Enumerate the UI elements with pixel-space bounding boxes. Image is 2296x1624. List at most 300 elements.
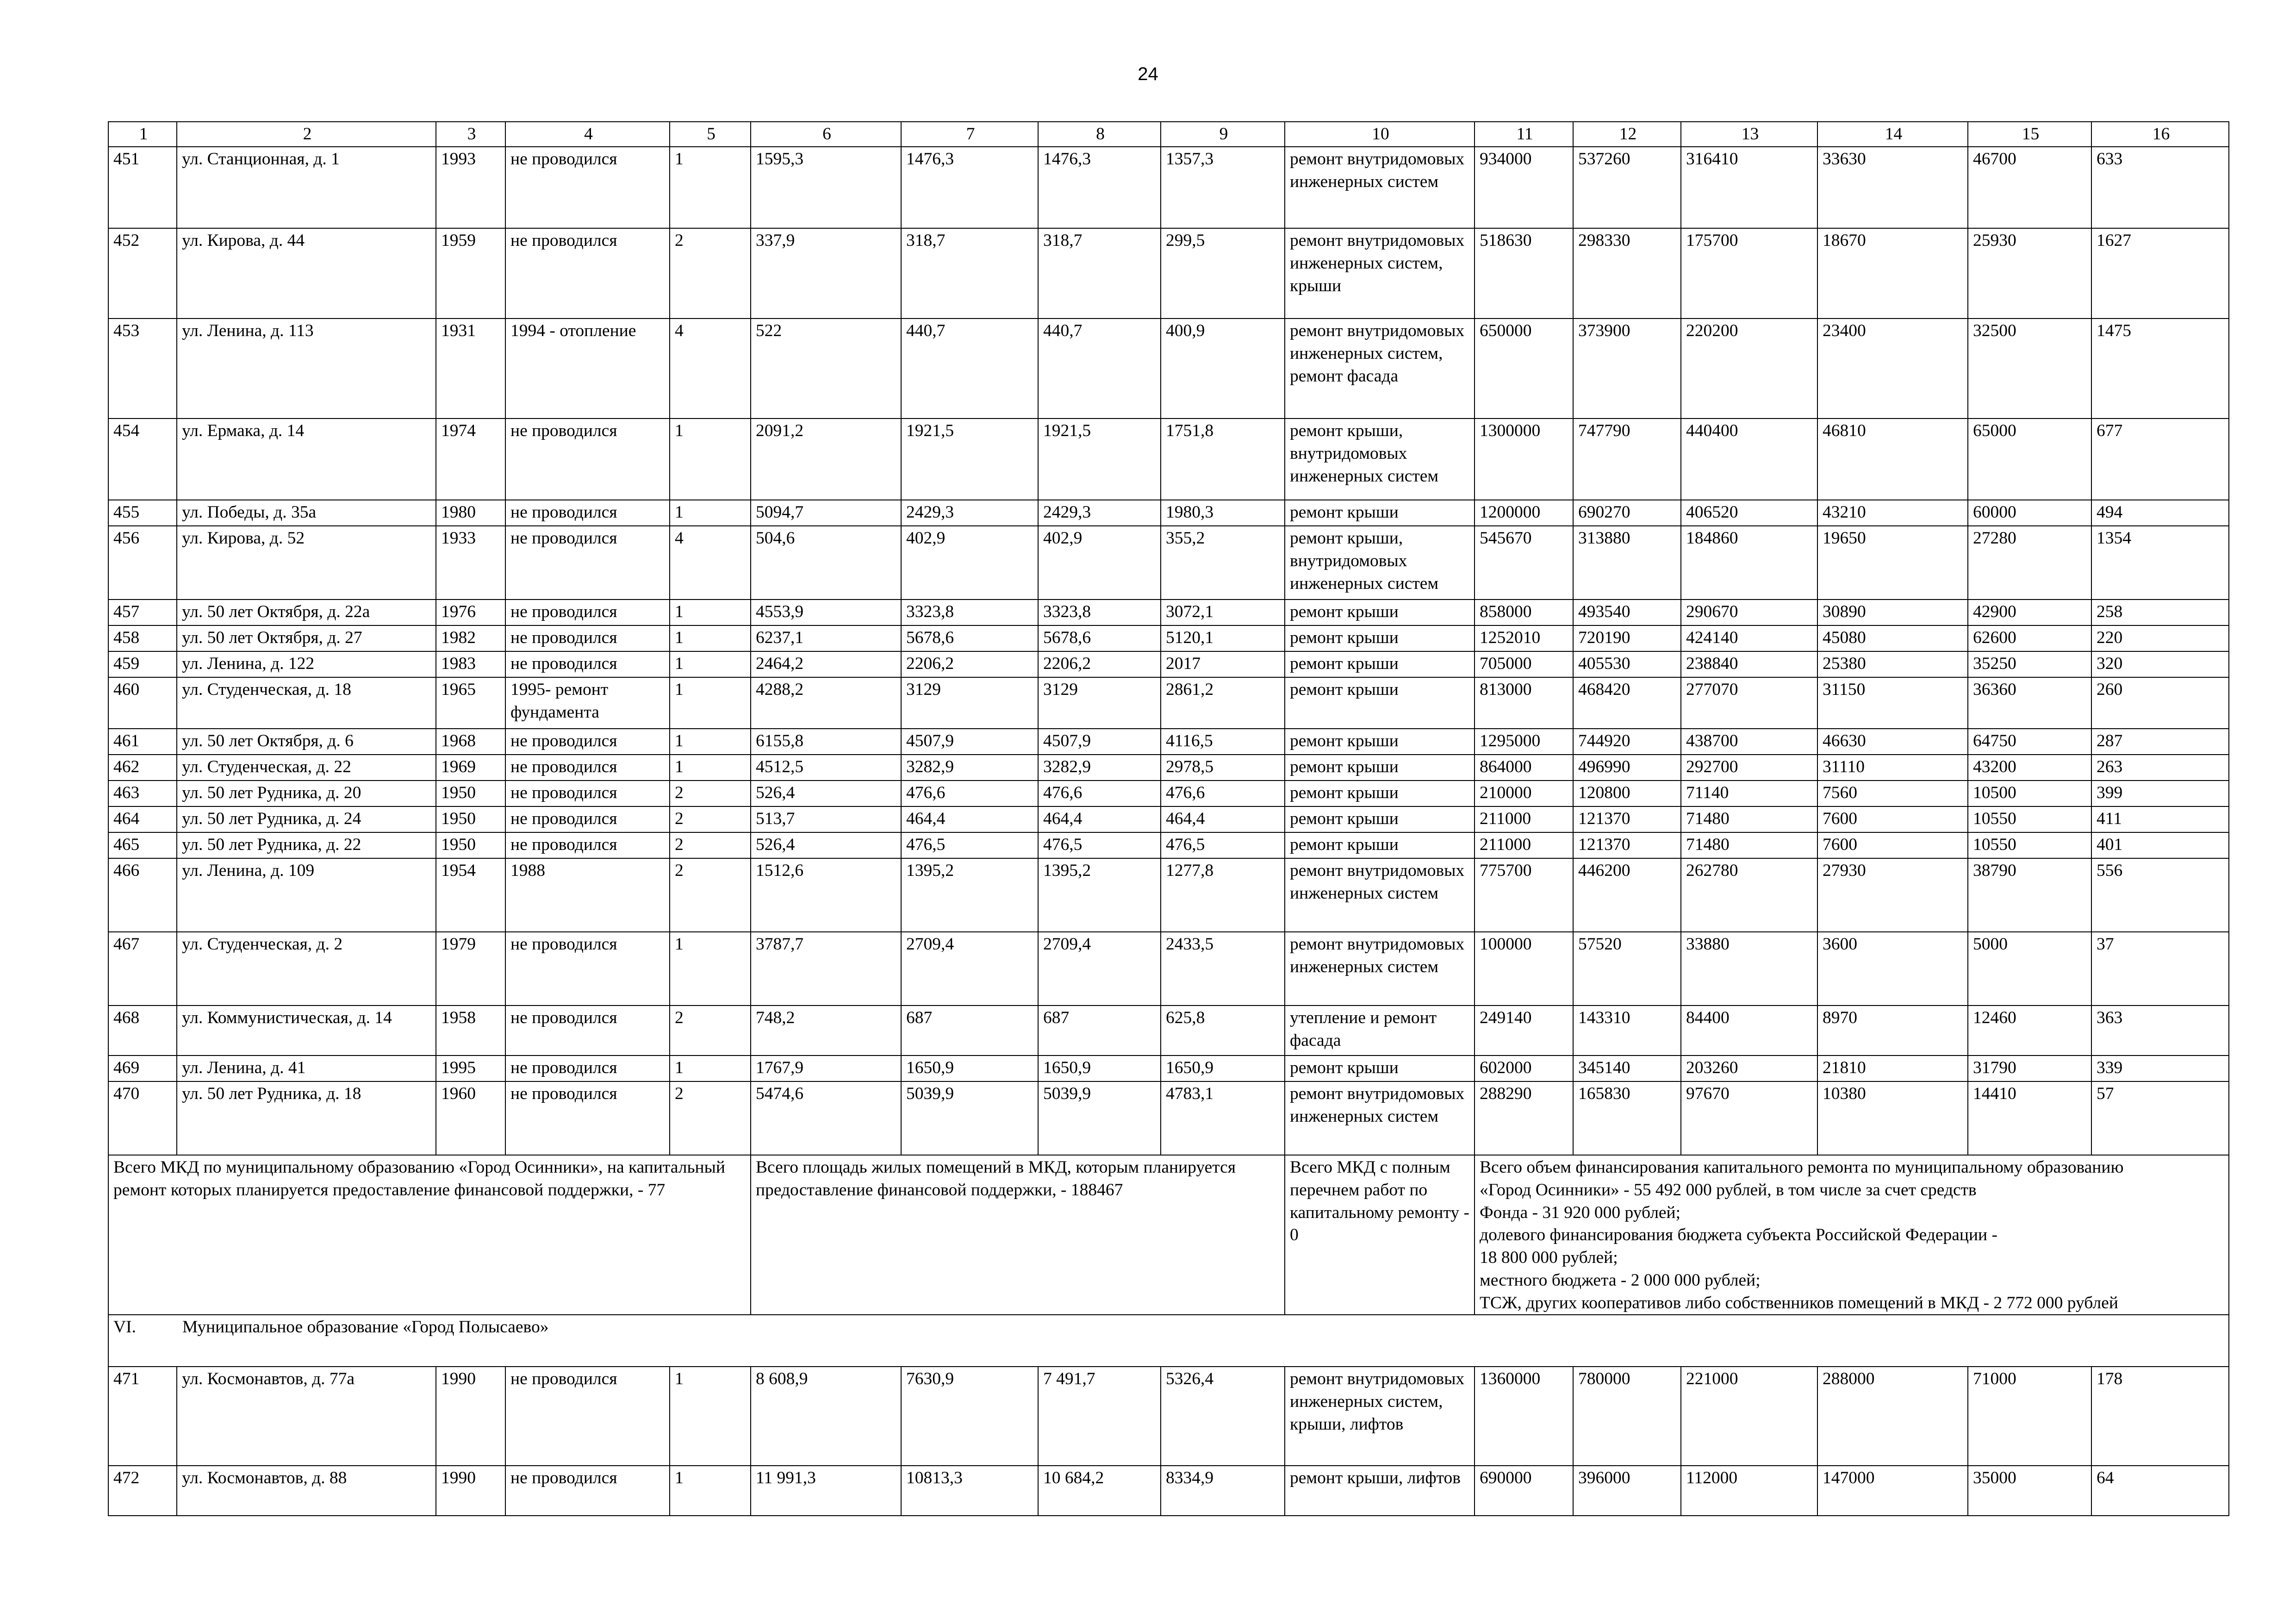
cell-col-14: 43210 (1817, 500, 1968, 526)
cell-address: ул. 50 лет Рудника, д. 18 (177, 1081, 436, 1155)
section-heading (108, 1315, 2229, 1367)
cell-address: ул. Студенческая, д. 22 (177, 755, 436, 781)
cell-col-8: 1476,3 (1038, 147, 1161, 228)
cell-col-14: 3600 (1817, 932, 1968, 1006)
cell-build-year: 1960 (436, 1081, 505, 1155)
cell-col-7: 476,5 (901, 832, 1038, 858)
cell-col-6: 3787,7 (751, 932, 901, 1006)
table-row (108, 147, 2229, 228)
cell-col-15: 65000 (1968, 418, 2091, 500)
cell-col-14: 46630 (1817, 729, 1968, 755)
cell-col-14: 18670 (1817, 228, 1968, 319)
table-row (108, 932, 2229, 1006)
cell-col-6: 1767,9 (751, 1056, 901, 1081)
cell-col-11: 100000 (1475, 932, 1573, 1006)
cell-planned-works: ремонт внутридомовых инженерных систем (1285, 932, 1475, 1006)
cell-col-12: 57520 (1573, 932, 1681, 1006)
cell-col-7: 2206,2 (901, 651, 1038, 677)
cell-col-7: 1395,2 (901, 858, 1038, 932)
cell-address: ул. Ленина, д. 122 (177, 651, 436, 677)
cell-build-year: 1976 (436, 600, 505, 625)
cell-col-9: 464,4 (1161, 806, 1285, 832)
cell-last-repair: не проводился (505, 781, 670, 806)
cell-col-9: 2861,2 (1161, 677, 1285, 729)
financing-line: долевого финансирования бюджета субъекта Российской Федерации - (1480, 1225, 1997, 1245)
cell-col-5: 1 (670, 729, 751, 755)
cell-col-6: 6237,1 (751, 625, 901, 651)
cell-col-8: 1395,2 (1038, 858, 1161, 932)
cell-col-11: 1300000 (1475, 418, 1573, 500)
cell-col-14: 45080 (1817, 625, 1968, 651)
cell-col-9: 400,9 (1161, 319, 1285, 418)
cell-col-13: 71480 (1681, 832, 1817, 858)
cell-col-7: 464,4 (901, 806, 1038, 832)
cell-planned-works: ремонт крыши (1285, 651, 1475, 677)
cell-col-8: 1921,5 (1038, 418, 1161, 500)
cell-col-5: 2 (670, 228, 751, 319)
cell-col-9: 8334,9 (1161, 1466, 1285, 1516)
cell-col-12: 313880 (1573, 526, 1681, 600)
cell-col-13: 316410 (1681, 147, 1817, 228)
cell-col-11: 705000 (1475, 651, 1573, 677)
cell-build-year: 1931 (436, 319, 505, 418)
cell-col-5: 4 (670, 526, 751, 600)
cell-col-14: 33630 (1817, 147, 1968, 228)
cell-col-16: 494 (2091, 500, 2229, 526)
cell-col-16: 401 (2091, 832, 2229, 858)
cell-col-8: 687 (1038, 1006, 1161, 1056)
cell-col-6: 4288,2 (751, 677, 901, 729)
cell-col-12: 165830 (1573, 1081, 1681, 1155)
cell-col-9: 2433,5 (1161, 932, 1285, 1006)
cell-col-8: 10 684,2 (1038, 1466, 1161, 1516)
cell-col-16: 64 (2091, 1466, 2229, 1516)
cell-build-year: 1982 (436, 625, 505, 651)
cell-col-6: 8 608,9 (751, 1367, 901, 1466)
table-row (108, 729, 2229, 755)
cell-col-15: 60000 (1968, 500, 2091, 526)
cell-col-16: 633 (2091, 147, 2229, 228)
cell-col-6: 11 991,3 (751, 1466, 901, 1516)
cell-col-11: 211000 (1475, 806, 1573, 832)
cell-col-15: 62600 (1968, 625, 2091, 651)
cell-col-12: 396000 (1573, 1466, 1681, 1516)
cell-build-year: 1990 (436, 1466, 505, 1516)
cell-address: ул. 50 лет Октября, д. 27 (177, 625, 436, 651)
cell-col-13: 221000 (1681, 1367, 1817, 1466)
cell-row-number: 451 (108, 147, 177, 228)
cell-row-number: 463 (108, 781, 177, 806)
cell-col-16: 1354 (2091, 526, 2229, 600)
cell-col-11: 249140 (1475, 1006, 1573, 1056)
cell-col-9: 1751,8 (1161, 418, 1285, 500)
cell-col-16: 339 (2091, 1056, 2229, 1081)
cell-col-7: 3323,8 (901, 600, 1038, 625)
cell-col-6: 526,4 (751, 781, 901, 806)
cell-col-5: 1 (670, 147, 751, 228)
cell-row-number: 464 (108, 806, 177, 832)
cell-col-6: 504,6 (751, 526, 901, 600)
cell-col-7: 3282,9 (901, 755, 1038, 781)
cell-col-13: 220200 (1681, 319, 1817, 418)
cell-col-15: 42900 (1968, 600, 2091, 625)
cell-col-12: 446200 (1573, 858, 1681, 932)
cell-row-number: 460 (108, 677, 177, 729)
housing-repair-table (108, 121, 2229, 1516)
cell-col-16: 320 (2091, 651, 2229, 677)
cell-last-repair: не проводился (505, 600, 670, 625)
cell-col-6: 1595,3 (751, 147, 901, 228)
cell-row-number: 457 (108, 600, 177, 625)
cell-last-repair: не проводился (505, 729, 670, 755)
cell-col-6: 522 (751, 319, 901, 418)
cell-col-15: 5000 (1968, 932, 2091, 1006)
cell-build-year: 1968 (436, 729, 505, 755)
cell-col-8: 2206,2 (1038, 651, 1161, 677)
cell-row-number: 454 (108, 418, 177, 500)
section-title: Муниципальное образование «Город Полысаево» (182, 1318, 549, 1337)
cell-last-repair: 1995- ремонт фундамента (505, 677, 670, 729)
cell-col-12: 121370 (1573, 832, 1681, 858)
cell-col-12: 298330 (1573, 228, 1681, 319)
table-row (108, 1056, 2229, 1081)
cell-planned-works: утепление и ремонт фасада (1285, 1006, 1475, 1056)
table-row (108, 781, 2229, 806)
cell-col-14: 25380 (1817, 651, 1968, 677)
cell-col-16: 1627 (2091, 228, 2229, 319)
cell-build-year: 1933 (436, 526, 505, 600)
cell-build-year: 1950 (436, 806, 505, 832)
cell-col-9: 5120,1 (1161, 625, 1285, 651)
cell-col-9: 4783,1 (1161, 1081, 1285, 1155)
cell-col-14: 8970 (1817, 1006, 1968, 1056)
cell-planned-works: ремонт внутридомовых инженерных систем (1285, 147, 1475, 228)
cell-col-14: 288000 (1817, 1367, 1968, 1466)
cell-col-12: 747790 (1573, 418, 1681, 500)
cell-col-5: 2 (670, 1006, 751, 1056)
cell-col-7: 318,7 (901, 228, 1038, 319)
cell-col-5: 1 (670, 1056, 751, 1081)
cell-last-repair: не проводился (505, 147, 670, 228)
cell-col-8: 464,4 (1038, 806, 1161, 832)
cell-row-number: 456 (108, 526, 177, 600)
cell-col-13: 112000 (1681, 1466, 1817, 1516)
table-row (108, 526, 2229, 600)
cell-last-repair: не проводился (505, 932, 670, 1006)
cell-col-7: 476,6 (901, 781, 1038, 806)
cell-row-number: 466 (108, 858, 177, 932)
column-number-6: 6 (751, 122, 901, 147)
cell-col-9: 2978,5 (1161, 755, 1285, 781)
cell-last-repair: 1994 - отопление (505, 319, 670, 418)
cell-col-5: 1 (670, 625, 751, 651)
cell-col-6: 5474,6 (751, 1081, 901, 1155)
cell-col-9: 299,5 (1161, 228, 1285, 319)
cell-col-16: 220 (2091, 625, 2229, 651)
cell-col-9: 476,5 (1161, 832, 1285, 858)
table-row (108, 418, 2229, 500)
cell-col-11: 775700 (1475, 858, 1573, 932)
cell-col-9: 355,2 (1161, 526, 1285, 600)
cell-col-7: 440,7 (901, 319, 1038, 418)
cell-col-12: 537260 (1573, 147, 1681, 228)
cell-col-15: 35250 (1968, 651, 2091, 677)
cell-col-13: 84400 (1681, 1006, 1817, 1056)
cell-col-16: 556 (2091, 858, 2229, 932)
cell-col-7: 4507,9 (901, 729, 1038, 755)
cell-col-8: 402,9 (1038, 526, 1161, 600)
cell-col-11: 934000 (1475, 147, 1573, 228)
polysaevo-rows (108, 1367, 2229, 1516)
cell-col-7: 5678,6 (901, 625, 1038, 651)
cell-address: ул. 50 лет Рудника, д. 24 (177, 806, 436, 832)
cell-last-repair: не проводился (505, 1367, 670, 1466)
cell-col-5: 1 (670, 755, 751, 781)
cell-col-16: 178 (2091, 1367, 2229, 1466)
cell-address: ул. Студенческая, д. 18 (177, 677, 436, 729)
cell-col-8: 3129 (1038, 677, 1161, 729)
table-row (108, 858, 2229, 932)
table-row (108, 500, 2229, 526)
cell-planned-works: ремонт крыши (1285, 781, 1475, 806)
page-number: 24 (1138, 64, 1158, 84)
cell-col-5: 1 (670, 932, 751, 1006)
cell-col-6: 513,7 (751, 806, 901, 832)
cell-col-7: 2709,4 (901, 932, 1038, 1006)
cell-build-year: 1980 (436, 500, 505, 526)
cell-row-number: 461 (108, 729, 177, 755)
cell-col-13: 175700 (1681, 228, 1817, 319)
section-heading-row (108, 1315, 2229, 1367)
cell-col-12: 493540 (1573, 600, 1681, 625)
column-number-8: 8 (1038, 122, 1161, 147)
financing-line: Фонда - 31 920 000 рублей; (1480, 1203, 1681, 1222)
cell-row-number: 469 (108, 1056, 177, 1081)
cell-last-repair: не проводился (505, 625, 670, 651)
financing-line: 18 800 000 рублей; (1480, 1248, 1618, 1267)
cell-build-year: 1950 (436, 832, 505, 858)
cell-col-14: 46810 (1817, 418, 1968, 500)
cell-col-6: 337,9 (751, 228, 901, 319)
cell-col-8: 3323,8 (1038, 600, 1161, 625)
column-number-10: 10 (1285, 122, 1475, 147)
summary-area: Всего площадь жилых помещений в МКД, которым планируется предоставление финансовой поддержки, - 188467 (751, 1155, 1285, 1315)
table-row (108, 832, 2229, 858)
table-row (108, 1006, 2229, 1056)
column-number-3: 3 (436, 122, 505, 147)
cell-col-6: 4553,9 (751, 600, 901, 625)
cell-col-9: 1980,3 (1161, 500, 1285, 526)
cell-row-number: 468 (108, 1006, 177, 1056)
cell-col-13: 277070 (1681, 677, 1817, 729)
cell-col-8: 5039,9 (1038, 1081, 1161, 1155)
cell-address: ул. Студенческая, д. 2 (177, 932, 436, 1006)
table-row (108, 625, 2229, 651)
cell-last-repair: не проводился (505, 651, 670, 677)
cell-last-repair: не проводился (505, 1081, 670, 1155)
cell-col-14: 7600 (1817, 832, 1968, 858)
cell-planned-works: ремонт крыши, внутридомовых инженерных систем (1285, 418, 1475, 500)
section-number: VI. (113, 1318, 136, 1337)
cell-col-15: 14410 (1968, 1081, 2091, 1155)
cell-col-6: 6155,8 (751, 729, 901, 755)
table-row (108, 1367, 2229, 1466)
cell-col-13: 203260 (1681, 1056, 1817, 1081)
cell-col-13: 424140 (1681, 625, 1817, 651)
cell-planned-works: ремонт внутридомовых инженерных систем, крыши, лифтов (1285, 1367, 1475, 1466)
cell-col-16: 363 (2091, 1006, 2229, 1056)
cell-col-8: 4507,9 (1038, 729, 1161, 755)
table-row (108, 228, 2229, 319)
cell-col-13: 290670 (1681, 600, 1817, 625)
cell-col-7: 7630,9 (901, 1367, 1038, 1466)
cell-last-repair: не проводился (505, 1006, 670, 1056)
cell-col-5: 1 (670, 600, 751, 625)
cell-build-year: 1965 (436, 677, 505, 729)
cell-address: ул. Космонавтов, д. 88 (177, 1466, 436, 1516)
osinniki-summary-row (108, 1155, 2229, 1315)
osinniki-rows (108, 147, 2229, 1155)
cell-col-7: 687 (901, 1006, 1038, 1056)
cell-planned-works: ремонт внутридомовых инженерных систем (1285, 858, 1475, 932)
cell-col-5: 4 (670, 319, 751, 418)
cell-col-16: 287 (2091, 729, 2229, 755)
column-number-15: 15 (1968, 122, 2091, 147)
cell-col-9: 3072,1 (1161, 600, 1285, 625)
cell-build-year: 1990 (436, 1367, 505, 1466)
cell-col-11: 288290 (1475, 1081, 1573, 1155)
table-row (108, 651, 2229, 677)
cell-row-number: 467 (108, 932, 177, 1006)
cell-col-13: 292700 (1681, 755, 1817, 781)
table-row (108, 755, 2229, 781)
cell-address: ул. Кирова, д. 52 (177, 526, 436, 600)
cell-col-15: 10500 (1968, 781, 2091, 806)
cell-col-6: 2091,2 (751, 418, 901, 500)
cell-col-9: 2017 (1161, 651, 1285, 677)
cell-col-6: 526,4 (751, 832, 901, 858)
cell-col-15: 64750 (1968, 729, 2091, 755)
cell-last-repair: не проводился (505, 806, 670, 832)
cell-col-9: 1277,8 (1161, 858, 1285, 932)
cell-col-8: 2429,3 (1038, 500, 1161, 526)
cell-col-9: 1650,9 (1161, 1056, 1285, 1081)
column-number-12: 12 (1573, 122, 1681, 147)
cell-col-13: 33880 (1681, 932, 1817, 1006)
cell-last-repair: не проводился (505, 500, 670, 526)
cell-planned-works: ремонт крыши (1285, 806, 1475, 832)
cell-col-13: 406520 (1681, 500, 1817, 526)
cell-col-15: 46700 (1968, 147, 2091, 228)
cell-col-13: 71140 (1681, 781, 1817, 806)
cell-planned-works: ремонт крыши (1285, 755, 1475, 781)
cell-col-8: 440,7 (1038, 319, 1161, 418)
cell-planned-works: ремонт крыши, внутридомовых инженерных систем (1285, 526, 1475, 600)
cell-planned-works: ремонт крыши (1285, 500, 1475, 526)
cell-last-repair: не проводился (505, 418, 670, 500)
column-number-2: 2 (177, 122, 436, 147)
cell-build-year: 1974 (436, 418, 505, 500)
cell-last-repair: не проводился (505, 1056, 670, 1081)
cell-address: ул. 50 лет Октября, д. 22а (177, 600, 436, 625)
cell-col-11: 690000 (1475, 1466, 1573, 1516)
cell-col-14: 19650 (1817, 526, 1968, 600)
cell-col-13: 262780 (1681, 858, 1817, 932)
financing-line: Всего объем финансирования капитального ремонта по муниципальному образованию (1480, 1158, 2124, 1177)
cell-address: ул. Ермака, д. 14 (177, 418, 436, 500)
cell-row-number: 470 (108, 1081, 177, 1155)
cell-address: ул. Победы, д. 35а (177, 500, 436, 526)
cell-col-12: 373900 (1573, 319, 1681, 418)
cell-col-11: 1360000 (1475, 1367, 1573, 1466)
cell-last-repair: не проводился (505, 228, 670, 319)
cell-col-7: 10813,3 (901, 1466, 1038, 1516)
financing-line: местного бюджета - 2 000 000 рублей; (1480, 1270, 1761, 1290)
table-row (108, 600, 2229, 625)
cell-row-number: 458 (108, 625, 177, 651)
cell-col-16: 37 (2091, 932, 2229, 1006)
cell-col-14: 27930 (1817, 858, 1968, 932)
column-number-14: 14 (1817, 122, 1968, 147)
cell-col-7: 1921,5 (901, 418, 1038, 500)
cell-col-16: 258 (2091, 600, 2229, 625)
financing-line: ТСЖ, других кооперативов либо собственников помещений в МКД - 2 772 000 рублей (1480, 1293, 2118, 1312)
cell-planned-works: ремонт крыши (1285, 1056, 1475, 1081)
cell-col-15: 12460 (1968, 1006, 2091, 1056)
summary-full-list: Всего МКД с полным перечнем работ по капитальному ремонту - 0 (1285, 1155, 1475, 1315)
cell-col-12: 120800 (1573, 781, 1681, 806)
cell-col-16: 263 (2091, 755, 2229, 781)
cell-col-12: 720190 (1573, 625, 1681, 651)
cell-col-11: 650000 (1475, 319, 1573, 418)
cell-col-9: 476,6 (1161, 781, 1285, 806)
cell-col-8: 5678,6 (1038, 625, 1161, 651)
cell-address: ул. Станционная, д. 1 (177, 147, 436, 228)
cell-col-8: 476,5 (1038, 832, 1161, 858)
cell-col-11: 858000 (1475, 600, 1573, 625)
cell-col-16: 57 (2091, 1081, 2229, 1155)
cell-col-14: 31150 (1817, 677, 1968, 729)
column-number-16: 16 (2091, 122, 2229, 147)
cell-address: ул. Ленина, д. 109 (177, 858, 436, 932)
cell-col-5: 2 (670, 832, 751, 858)
table-row (108, 806, 2229, 832)
cell-build-year: 1993 (436, 147, 505, 228)
cell-last-repair: не проводился (505, 1466, 670, 1516)
cell-col-6: 4512,5 (751, 755, 901, 781)
cell-col-15: 35000 (1968, 1466, 2091, 1516)
cell-col-9: 625,8 (1161, 1006, 1285, 1056)
cell-col-11: 602000 (1475, 1056, 1573, 1081)
cell-col-15: 27280 (1968, 526, 2091, 600)
cell-col-11: 864000 (1475, 755, 1573, 781)
cell-col-15: 32500 (1968, 319, 2091, 418)
cell-col-15: 10550 (1968, 806, 2091, 832)
cell-col-12: 121370 (1573, 806, 1681, 832)
table-row (108, 1466, 2229, 1516)
cell-col-12: 345140 (1573, 1056, 1681, 1081)
cell-col-16: 677 (2091, 418, 2229, 500)
cell-col-13: 71480 (1681, 806, 1817, 832)
cell-col-11: 210000 (1475, 781, 1573, 806)
cell-address: ул. Коммунистическая, д. 14 (177, 1006, 436, 1056)
cell-planned-works: ремонт крыши (1285, 600, 1475, 625)
cell-col-14: 7600 (1817, 806, 1968, 832)
cell-col-11: 813000 (1475, 677, 1573, 729)
column-number-13: 13 (1681, 122, 1817, 147)
cell-col-8: 476,6 (1038, 781, 1161, 806)
cell-col-12: 780000 (1573, 1367, 1681, 1466)
